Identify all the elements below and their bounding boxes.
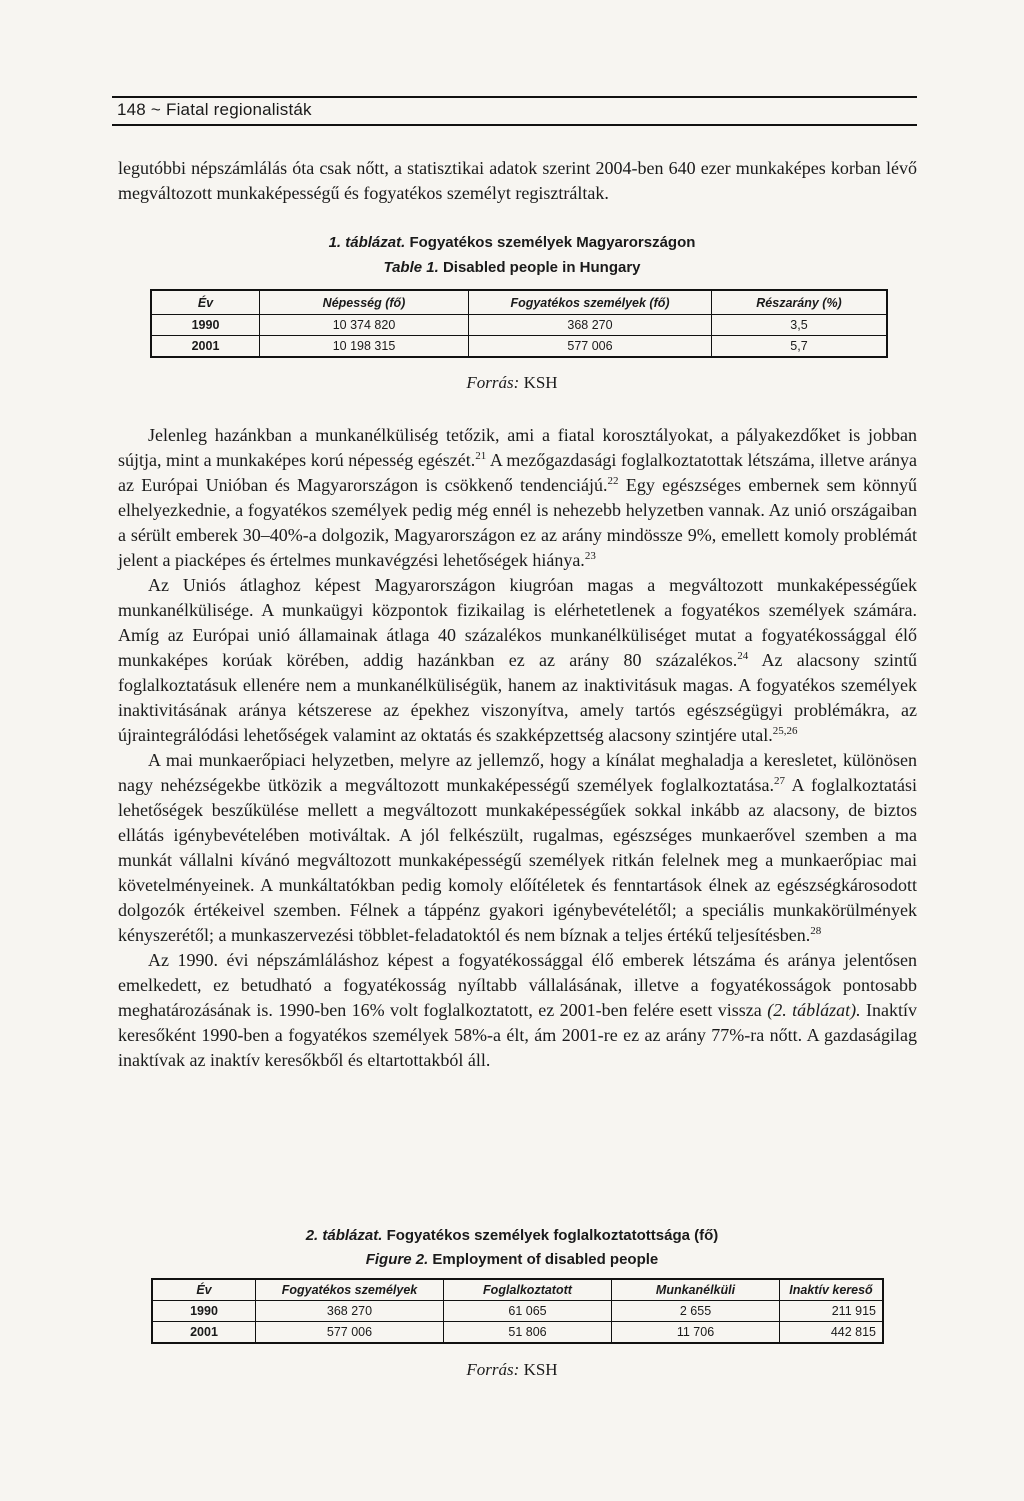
table2-col-year: Év <box>152 1279 256 1301</box>
table1-col-share: Részarány (%) <box>712 290 888 315</box>
p4-text-a: Az 1990. évi népszámláláshoz képest a fogyatékossággal élő emberek létszáma és aránya jelentősen emelkedett, ez betudható a fogyatékosság nyíltabb vállalásának, illetve a fogyatékosságok pontosabb meghatározásának is. 1990-ben 16% volt foglalkoztatott, ez 2001-ben felére esett vissza <box>118 950 917 1020</box>
paragraph-4 <box>118 948 917 1073</box>
table2-header-row <box>152 1279 883 1301</box>
p2-text-a: Az Uniós átlaghoz képest Magyarországon kiugróan magas a megváltozott munkaképességűek munkanélkülisége. A munkaügyi központok fizikailag is elérhetetlenek a fogyatékos személyek számára. Amíg az Európai unió államainak átlaga 40 százalékos munkanélküliséget mutat a fogyatékossággal élő munkaképes korúak körében, addig hazánkban ez az arány 80 százalékos. <box>118 575 917 670</box>
table2-source-label: Forrás: <box>466 1360 520 1379</box>
table1-col-year: Év <box>151 290 260 315</box>
table2-col-inactive: Inaktív kereső <box>780 1279 884 1301</box>
table2-cell: 61 065 <box>444 1301 612 1322</box>
p3-text-a: A mai munkaerőpiaci helyzetben, melyre az jellemző, hogy a kínálat meghaladja a keresletet, különösen nagy nehézségekbe ütközik a megváltozott munkaképességű személyek foglalkoztatása. <box>118 750 917 795</box>
table1-label-en: Table 1. <box>383 259 439 276</box>
table2-label-en: Figure 2. <box>365 1251 429 1268</box>
running-head <box>117 100 312 120</box>
table1-caption-en <box>0 259 1024 276</box>
p2-text-b: Az alacsony szintű foglalkoztatásuk ellenére nem a munkanélküliségük, hanem az inaktivitásuk magas. A fogyatékos személyek inaktivitásának aránya kétszerese az épekhez viszonyítva, amely tartós egészségügyi problémákra, az újraintegrálódási lehetőségek valamint az oktatás és szakképzettség alacsony szintjére utal. <box>118 650 918 745</box>
table1-cell: 1990 <box>151 315 260 336</box>
p4-text-b: Inaktív keresőként 1990-ben a fogyatékos személyek 58%-a élt, ám 2001-re ez az arány 77%-ra nőtt. A gazdaságilag inaktívak az inaktív keresőkből és eltartottakból áll. <box>118 1000 917 1070</box>
footnote-ref: 28 <box>810 925 822 937</box>
table2-source <box>0 1360 1024 1380</box>
table2-cell: 2 655 <box>612 1301 780 1322</box>
p1-text-a: Jelenleg hazánkban a munkanélküliség tetőzik, ami a fiatal korosztályokat, a pályakezdőket is jobban sújtja, mint a munkaképes korú népesség egészét. <box>118 425 917 470</box>
running-title: Fiatal regionalisták <box>165 100 312 119</box>
table1-title-en: Disabled people in Hungary <box>442 259 641 276</box>
table1-col-disabled: Fogyatékos személyek (fő) <box>469 290 712 315</box>
table2-cell: 442 815 <box>780 1322 884 1344</box>
table2-cell: 368 270 <box>256 1301 444 1322</box>
table2-col-unemployed: Munkanélküli <box>612 1279 780 1301</box>
table2 <box>151 1278 884 1344</box>
footnote-ref: 23 <box>584 550 596 562</box>
table1-source <box>0 373 1024 393</box>
table1-source-label: Forrás: <box>466 373 520 392</box>
table1-cell: 368 270 <box>469 315 712 336</box>
table2-label-hu: 2. táblázat. <box>305 1227 383 1244</box>
table2-col-employed: Foglalkoztatott <box>444 1279 612 1301</box>
table1-source-value: KSH <box>523 373 558 392</box>
p1-text-c: Egy egészséges embernek sem könnyű elhelyezkednie, a fogyatékos személyek pedig még ennél is nehezebb helyzetben vannak. Az unió országaiban a sérült emberek 30–40%-a dolgozik, Magyarországon ez az arány mindössze 9%, emellett komoly problémát jelent a piacképes és értelmes munkavégzési lehetőségek hiánya. <box>118 475 917 570</box>
table2-cell: 11 706 <box>612 1322 780 1344</box>
table1-label-hu: 1. táblázat. <box>328 234 406 251</box>
table1-cell: 2001 <box>151 336 260 358</box>
paragraph-3 <box>118 748 917 948</box>
table2-title-en: Employment of disabled people <box>432 1251 659 1268</box>
table1-cell: 5,7 <box>712 336 888 358</box>
footnote-ref: 21 <box>475 450 487 462</box>
table2-cell: 577 006 <box>256 1322 444 1344</box>
table2-title-hu: Fogyatékos személyek foglalkoztatottsága (fő) <box>386 1227 719 1244</box>
p1-text-b: A mezőgazdasági foglalkoztatottak létszáma, illetve aránya az Európai Unióban és Magyarországon is csökkenő tendenciájú. <box>118 450 917 495</box>
table2-col-disabled: Fogyatékos személyek <box>256 1279 444 1301</box>
table1-cell: 577 006 <box>469 336 712 358</box>
footnote-ref: 25,26 <box>772 725 798 737</box>
table1-caption-hu <box>0 234 1024 251</box>
header-separator: ~ <box>150 100 162 119</box>
table-row <box>152 1322 883 1344</box>
paragraph-2 <box>118 573 917 748</box>
table-row <box>152 1301 883 1322</box>
table1-cell: 10 374 820 <box>260 315 469 336</box>
table-row <box>151 315 887 336</box>
table1-cell: 3,5 <box>712 315 888 336</box>
header-top-rule <box>112 96 917 98</box>
intro-text: legutóbbi népszámlálás óta csak nőtt, a statisztikai adatok szerint 2004-ben 640 ezer munkaképes korban lévő megváltozott munkaképességű és fogyatékos személyt regisztráltak. <box>118 158 917 203</box>
footnote-ref: 27 <box>773 775 785 787</box>
table2-cell: 211 915 <box>780 1301 884 1322</box>
table1-col-population: Népesség (fő) <box>260 290 469 315</box>
table1-cell: 10 198 315 <box>260 336 469 358</box>
table2-cell: 1990 <box>152 1301 256 1322</box>
footnote-ref: 22 <box>607 475 619 487</box>
table2-cell: 2001 <box>152 1322 256 1344</box>
page-number: 148 <box>117 100 146 119</box>
paragraph-1 <box>118 423 917 573</box>
body-text <box>118 423 917 1073</box>
table1-title-hu: Fogyatékos személyek Magyarországon <box>409 234 696 251</box>
table-row <box>151 336 887 358</box>
p3-text-b: A foglalkoztatási lehetőségek beszűkülése mellett a megváltozott munkaképességűek sokkal inkább az alacsony, de biztos ellátás igénybevételében motiváltak. A jól felkészült, rugalmas, egészséges munkaerővel szemben a ma munkát vállalni kívánó megváltozott munkaképességű személyek ritkán felelnek meg a munkaerőpiac mai követelményeinek. A munkáltatókban pedig komoly előítéletek és fenntartások élnek az egészségkárosodott dolgozók értékeivel szemben. Félnek a táppénz gyakori igénybevételétől; a speciális munkakörülmények kényszerétől; a munkaszervezési többlet-feladatoktól és nem bíznak a teljes értékű teljesítésben. <box>118 775 917 945</box>
table2-caption-hu <box>0 1227 1024 1244</box>
table1 <box>150 289 888 358</box>
table1-header-row <box>151 290 887 315</box>
header-bottom-rule <box>112 124 917 126</box>
table2-source-value: KSH <box>523 1360 558 1379</box>
table2-cell: 51 806 <box>444 1322 612 1344</box>
intro-paragraph <box>118 156 917 206</box>
table-reference: (2. táblázat). <box>767 1000 861 1020</box>
footnote-ref: 24 <box>737 650 749 662</box>
table2-caption-en <box>0 1251 1024 1268</box>
